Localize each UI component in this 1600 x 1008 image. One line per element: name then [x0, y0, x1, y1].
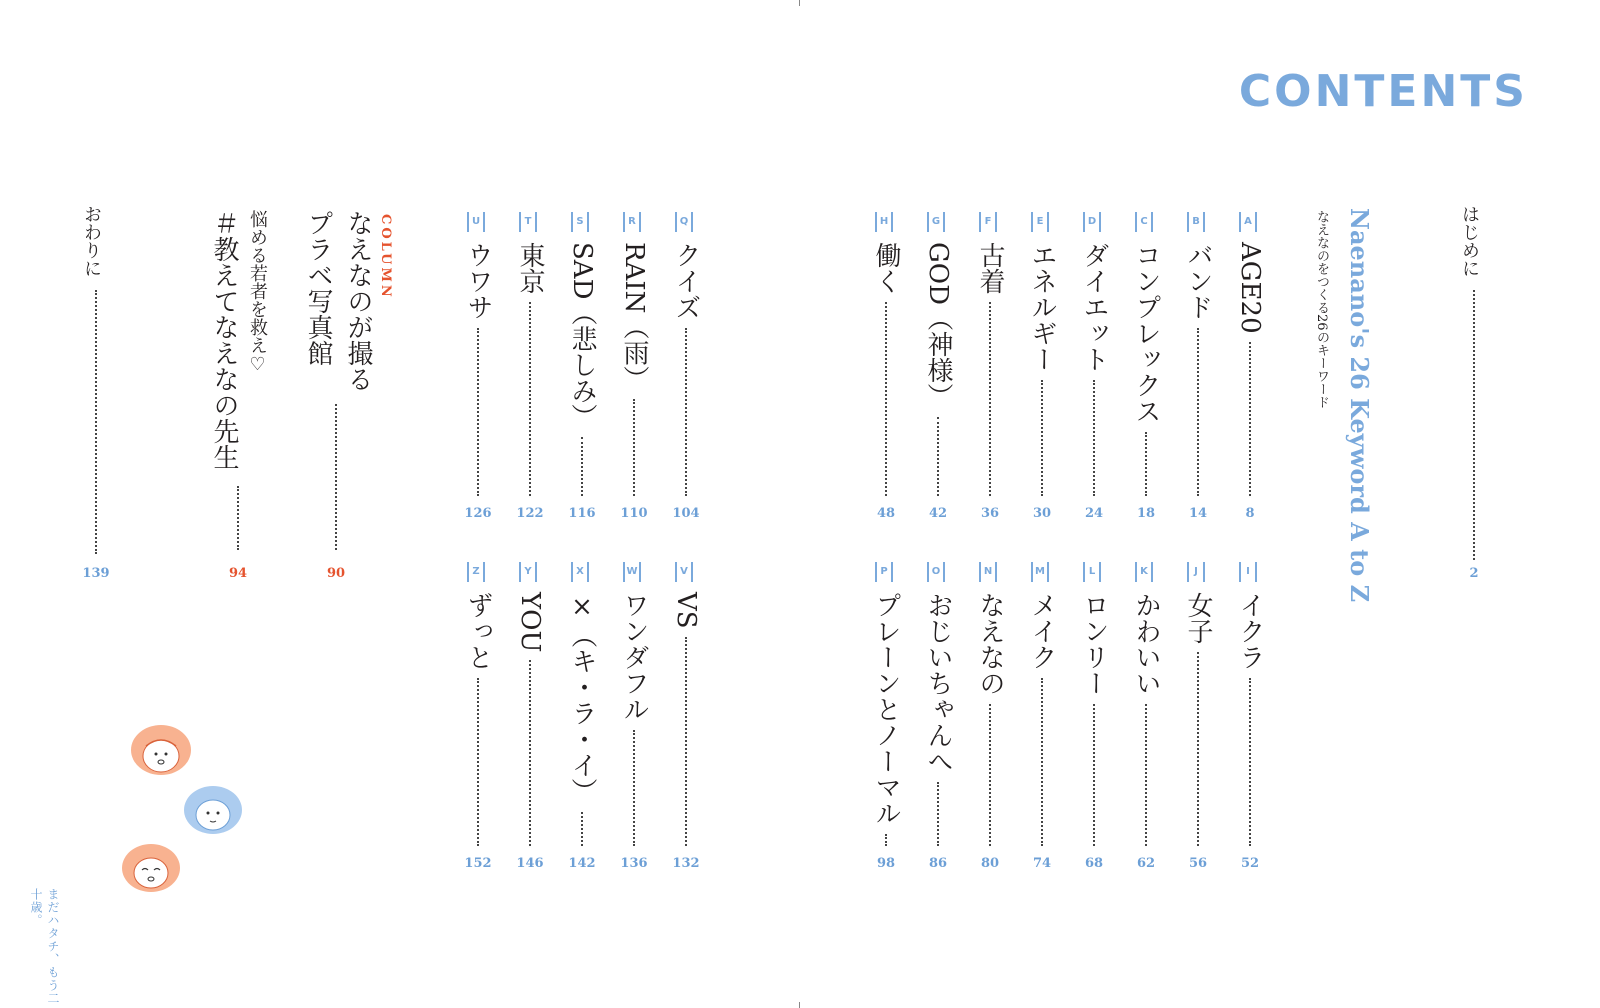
- page-number: 139: [82, 566, 110, 581]
- letter-badge: G: [927, 212, 945, 232]
- leader-dots: [937, 782, 939, 846]
- leader-dots: [1093, 380, 1095, 496]
- leader-dots: [581, 437, 583, 496]
- letter-badge: P: [875, 562, 893, 582]
- leader-dots: [989, 302, 991, 496]
- column-label: COLUMN: [378, 214, 393, 300]
- page-number: 116: [568, 506, 596, 521]
- page-number: 126: [464, 506, 492, 521]
- leader-dots: [885, 834, 887, 846]
- letter-badge: I: [1239, 562, 1257, 582]
- leader-dots: [581, 812, 583, 846]
- leader-dots: [1093, 704, 1095, 846]
- keyword-label: プレーンとノーマル: [871, 592, 901, 826]
- leader-dots: [237, 486, 239, 550]
- page-number: 146: [516, 856, 544, 871]
- letter-badge: H: [875, 212, 893, 232]
- page-number: 90: [326, 566, 346, 581]
- page-number: 56: [1188, 856, 1208, 871]
- keyword-label: VS: [671, 592, 701, 629]
- leader-dots: [529, 302, 531, 496]
- leader-dots: [1249, 342, 1251, 496]
- column-entry-title-line1: 悩める若者を救え♡: [247, 210, 268, 375]
- letter-badge: E: [1031, 212, 1049, 232]
- leader-dots: [937, 417, 939, 496]
- page-number: 2: [1469, 566, 1479, 581]
- keyword-label: コンプレックス: [1131, 242, 1161, 424]
- letter-badge: N: [979, 562, 997, 582]
- letter-badge: K: [1135, 562, 1153, 582]
- letter-badge: B: [1187, 212, 1205, 232]
- keyword-label: クイズ: [671, 242, 701, 320]
- keyword-section-title: Naenano's 26 Keyword A to Z: [1345, 208, 1374, 603]
- letter-badge: W: [623, 562, 641, 582]
- letter-badge: A: [1239, 212, 1257, 232]
- leader-dots: [1041, 380, 1043, 496]
- keyword-section-subtitle: なえなのをつくる26のキーワード: [1314, 210, 1329, 409]
- fold-mark-top: [799, 0, 800, 6]
- keyword-label: メイク: [1027, 592, 1057, 670]
- page-number: 94: [228, 566, 248, 581]
- letter-badge: Z: [467, 562, 485, 582]
- keyword-label: 女子: [1183, 592, 1213, 644]
- leader-dots: [1197, 652, 1199, 846]
- letter-badge: T: [519, 212, 537, 232]
- page-number: 136: [620, 856, 648, 871]
- page-number: 36: [980, 506, 1000, 521]
- page-number: 18: [1136, 506, 1156, 521]
- face-illustration-2: [180, 782, 246, 838]
- keyword-label: ダイエット: [1079, 242, 1109, 372]
- keyword-label: SAD（悲しみ）: [567, 242, 597, 430]
- leader-dots: [477, 328, 479, 496]
- keyword-label: 東京: [515, 242, 545, 294]
- letter-badge: Q: [675, 212, 693, 232]
- page-number: 104: [672, 506, 700, 521]
- keyword-label: GOD（神様）: [923, 242, 953, 409]
- letter-badge: L: [1083, 562, 1101, 582]
- page-number: 62: [1136, 856, 1156, 871]
- keyword-label: バンド: [1183, 242, 1213, 320]
- leader-dots: [633, 730, 635, 846]
- leader-dots: [477, 678, 479, 846]
- page-number: 52: [1240, 856, 1260, 871]
- leader-dots: [1041, 678, 1043, 846]
- letter-badge: O: [927, 562, 945, 582]
- leader-dots: [1249, 678, 1251, 846]
- keyword-label: ずっと: [463, 592, 493, 670]
- leader-dots: [685, 328, 687, 496]
- keyword-label: RAIN（雨）: [619, 242, 649, 392]
- leader-dots: [885, 302, 887, 496]
- page-number: 74: [1032, 856, 1052, 871]
- keyword-label: おじいちゃんへ: [923, 592, 953, 774]
- keyword-label: エネルギー: [1027, 242, 1057, 372]
- fold-mark-bottom: [799, 1002, 800, 1008]
- letter-badge: X: [571, 562, 589, 582]
- keyword-label: ワンダフル: [619, 592, 649, 722]
- leader-dots: [1145, 704, 1147, 846]
- letter-badge: U: [467, 212, 485, 232]
- keyword-label: 働く: [871, 242, 901, 294]
- face-illustration-3: [118, 840, 184, 896]
- page-number: 68: [1084, 856, 1104, 871]
- letter-badge: C: [1135, 212, 1153, 232]
- letter-badge: R: [623, 212, 641, 232]
- intro-label: はじめに: [1459, 205, 1480, 277]
- column-entry-title-line2: ＃教えてなえなの先生: [209, 210, 239, 470]
- keyword-label: ×（キ・ラ・イ）: [567, 592, 597, 804]
- letter-badge: V: [675, 562, 693, 582]
- leader-dots: [335, 404, 337, 550]
- page-number: 110: [620, 506, 648, 521]
- letter-badge: F: [979, 212, 997, 232]
- leader-dots: [95, 290, 97, 554]
- leader-dots: [633, 399, 635, 496]
- leader-dots: [1473, 290, 1475, 560]
- page-number: 86: [928, 856, 948, 871]
- page-number: 80: [980, 856, 1000, 871]
- leader-dots: [989, 704, 991, 846]
- page-number: 142: [568, 856, 596, 871]
- face-illustration-1: [126, 720, 196, 780]
- page-number: 98: [876, 856, 896, 871]
- page-number: 8: [1245, 506, 1255, 521]
- page-number: 42: [928, 506, 948, 521]
- letter-badge: J: [1187, 562, 1205, 582]
- keyword-label: かわいい: [1131, 592, 1161, 696]
- page-number: 152: [464, 856, 492, 871]
- letter-badge: M: [1031, 562, 1049, 582]
- leader-dots: [529, 660, 531, 846]
- leader-dots: [1145, 432, 1147, 496]
- page-number: 122: [516, 506, 544, 521]
- column-entry-title-line1: なえなのが撮る: [343, 210, 373, 392]
- leader-dots: [685, 637, 687, 846]
- page-number: 24: [1084, 506, 1104, 521]
- page-number: 14: [1188, 506, 1208, 521]
- contents-title: CONTENTS: [1238, 66, 1528, 117]
- leader-dots: [1197, 328, 1199, 496]
- outro-label: おわりに: [81, 205, 102, 277]
- keyword-label: ウワサ: [463, 242, 493, 320]
- letter-badge: D: [1083, 212, 1101, 232]
- keyword-label: 古着: [975, 242, 1005, 294]
- letter-badge: S: [571, 212, 589, 232]
- keyword-label: YOU: [515, 592, 545, 653]
- page-number: 132: [672, 856, 700, 871]
- keyword-label: ロンリー: [1079, 592, 1109, 696]
- letter-badge: Y: [519, 562, 537, 582]
- page-number: 30: [1032, 506, 1052, 521]
- column-entry-title-line2: プラベ写真館: [303, 210, 333, 366]
- page-caption: まだハタチ、もう二十歳。: [29, 888, 60, 1005]
- page-number: 48: [876, 506, 896, 521]
- keyword-label: なえなの: [975, 592, 1005, 696]
- keyword-label: イクラ: [1235, 592, 1265, 670]
- keyword-label: AGE20: [1235, 242, 1265, 334]
